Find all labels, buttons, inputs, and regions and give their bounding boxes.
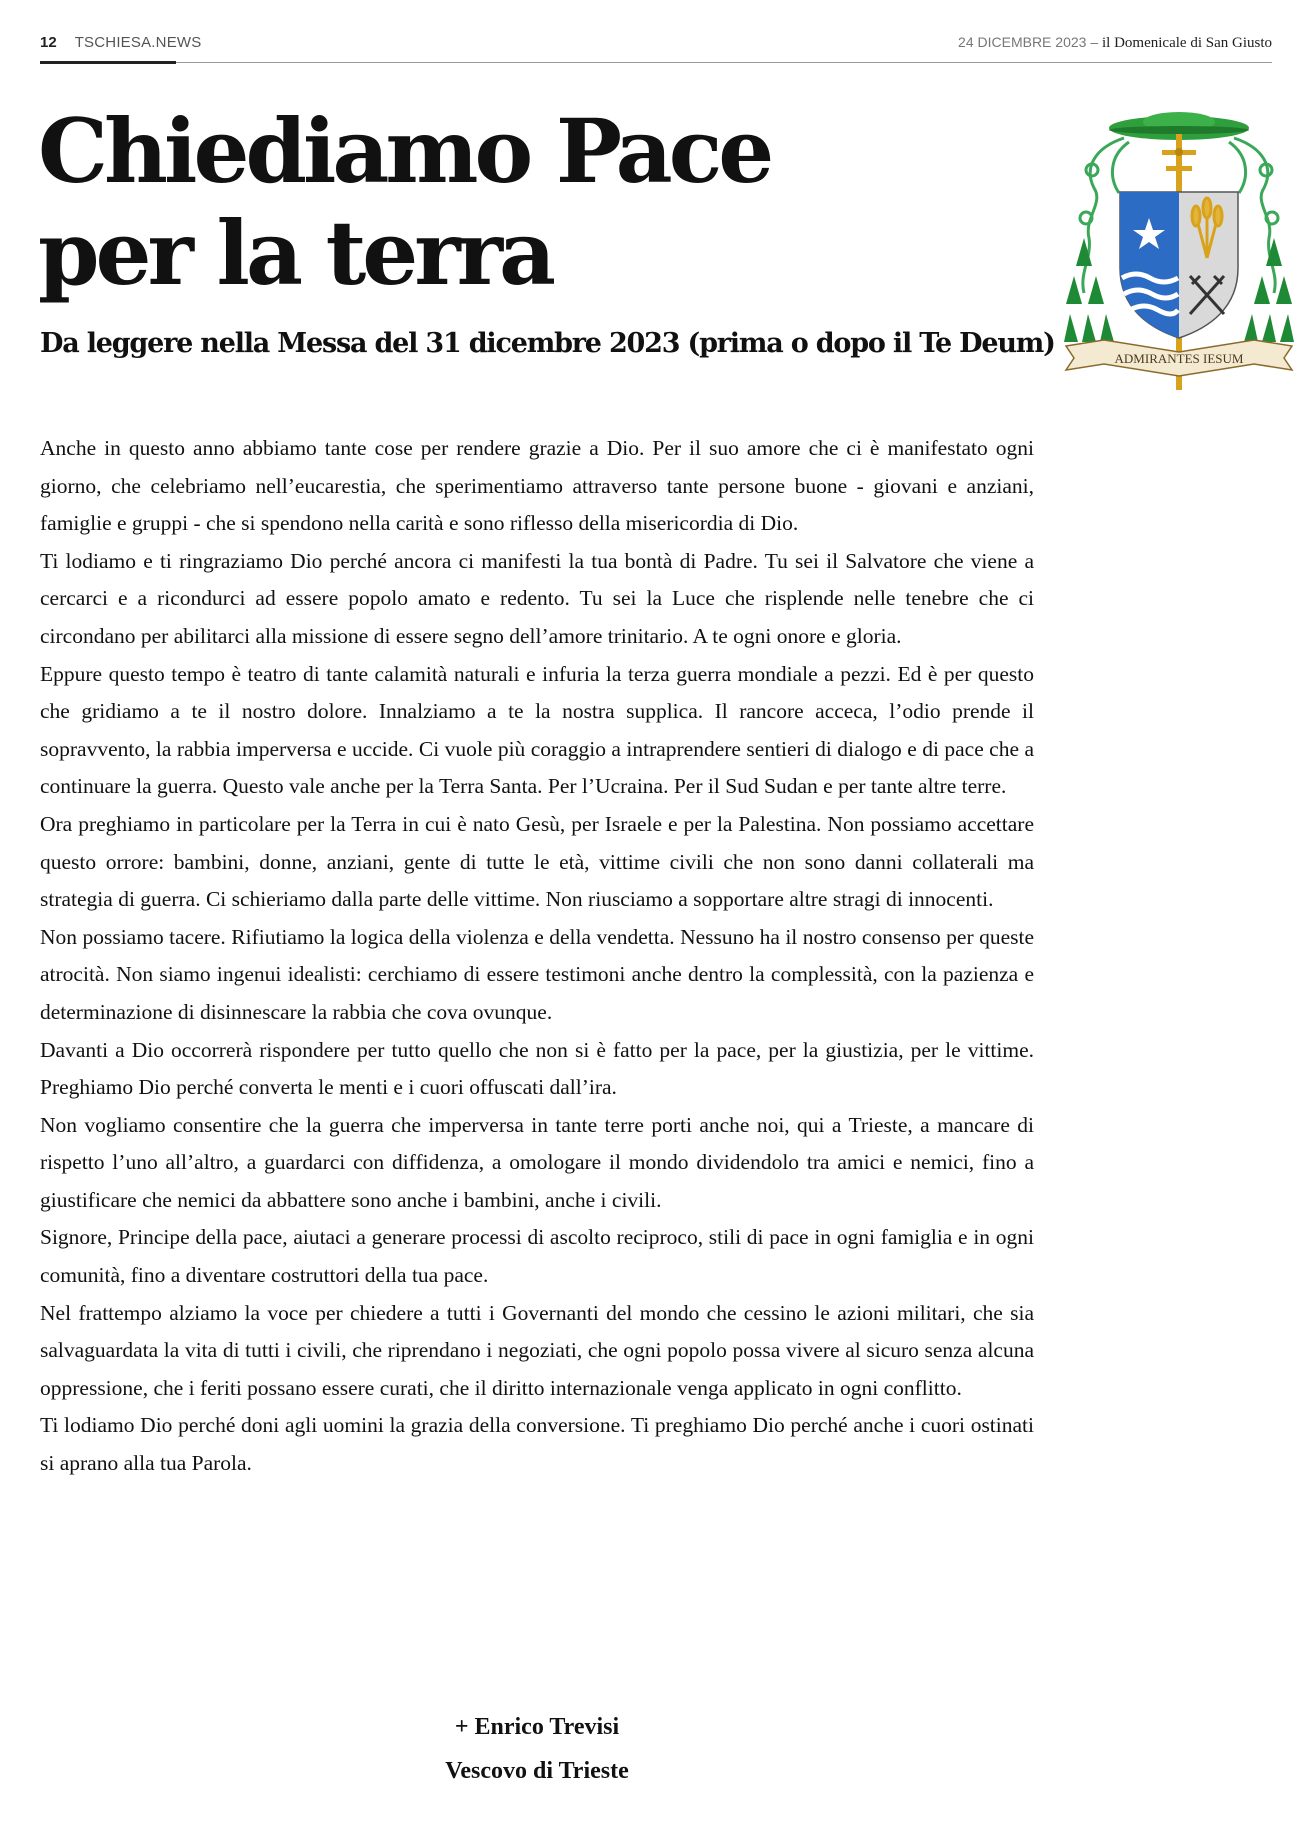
header-left: [40, 34, 201, 51]
episcopal-coat-of-arms-icon: [1064, 108, 1294, 390]
signature-block: [40, 1705, 1034, 1793]
issue-date: 24 DICEMBRE 2023: [958, 34, 1087, 50]
article-body: [40, 430, 1034, 1483]
paragraph: Ti lodiamo Dio perché doni agli uomini la grazia della conversione. Ti preghiamo Dio perché anche i cuori ostinati si aprano alla tua Parola.: [40, 1413, 1034, 1476]
paragraph: Anche in questo anno abbiamo tante cose per rendere grazie a Dio. Per il suo amore che ci è manifestato ogni giorno, che celebriamo nell’eucarestia, che sperimentiamo attraverso tante persone buone - giovani e anziani, famiglie e gruppi - che si spendono nella carità e sono riflesso della misericordia di Dio.: [40, 436, 1034, 536]
header-right: [958, 34, 1272, 52]
paragraph: Non vogliamo consentire che la guerra che imperversa in tante terre porti anche noi, qui a Trieste, a mancare di rispetto l’uno all’altro, a guardarci con diffidenza, a omologare il mondo dividendolo tra amici e nemici, fino a giustificare che nemici da abbattere sono anche i bambini, anche i civili.: [40, 1112, 1034, 1212]
paragraph: Ora preghiamo in particolare per la Terra in cui è nato Gesù, per Israele e per la Palestina. Non possiamo accettare questo orrore: bambini, donne, anziani, gente di tutte le età, vittime civili che non sono danni collaterali ma strategia di guerra. Ci schieriamo dalla parte delle vittime. Non riusciamo a sopportare altre stragi di innocenti.: [40, 811, 1034, 912]
paragraph: Non possiamo tacere. Rifiutiamo la logica della violenza e della vendetta. Nessuno ha il nostro consenso per queste atrocità. Non siamo ingenui idealisti: cerchiamo di essere testimoni anche dentro la complessità, con la pazienza e determinazione di disinnescare la rabbia che cova ovunque.: [40, 924, 1034, 1024]
title-line-2: per la terra: [38, 201, 552, 305]
site-name[interactable]: TSCHIESA.NEWS: [74, 34, 202, 51]
signature-role: Vescovo di Trieste: [445, 1758, 629, 1784]
page-number: 12: [40, 34, 57, 51]
header-rule: [40, 62, 1272, 63]
title-line-1: Chiediamo Pace: [38, 99, 771, 203]
signature-name: + Enrico Trevisi: [454, 1714, 620, 1740]
paragraph: Davanti a Dio occorrerà rispondere per tutto quello che non si è fatto per la pace, per la giustizia, per le vittime. Preghiamo Dio perché converta le menti e i cuori offuscati dall’ira.: [40, 1037, 1034, 1100]
paragraph: Ti lodiamo e ti ringraziamo Dio perché ancora ci manifesti la tua bontà di Padre. Tu sei il Salvatore che viene a cercarci e a ricondurci ad essere popolo amato e redento. Tu sei la Luce che risplende nelle tenebre che ci circondano per abilitarci alla missione di essere segno dell’amore trinitario. A te ogni onore e gloria.: [40, 548, 1034, 648]
paragraph: Eppure questo tempo è teatro di tante calamità naturali e infuria la terza guerra mondiale a pezzi. Ed è per questo che gridiamo a te il nostro dolore. Innalziamo a te la nostra supplica. Il rancore acceca, l’odio prende il sopravvento, la rabbia imperversa e uccide. Ci vuole più coraggio a intraprendere sentieri di dialogo e di pace che a continuare la guerra. Questo vale anche per la Terra Santa. Per l’Ucraina. Per il Sud Sudan e per tante altre terre.: [40, 661, 1034, 799]
page-header: [40, 34, 1272, 64]
publication-name: il Domenicale di San Giusto: [1102, 35, 1272, 51]
article-subtitle: Da leggere nella Messa del 31 dicembre 2023 (prima o dopo il Te Deum): [40, 328, 1055, 359]
article-title: [38, 100, 898, 304]
paragraph: Nel frattempo alziamo la voce per chiedere a tutti i Governanti del mondo che cessino le azioni militari, che sia salvaguardata la vita di tutti i civili, che riprendano i negoziati, che ogni popolo possa vivere al sicuro senza alcuna oppressione, che i feriti possano essere curati, che il diritto internazionale venga applicato in ogni conflitto.: [40, 1300, 1034, 1400]
paragraph: Signore, Principe della pace, aiutaci a generare processi di ascolto reciproco, stili di pace in ogni famiglia e in ogni comunità, fino a diventare costruttori della tua pace.: [40, 1225, 1034, 1288]
header-separator: –: [1086, 34, 1103, 50]
header-rule-accent: [40, 61, 176, 64]
crest-motto: ADMIRANTES IESUM: [1114, 351, 1244, 366]
